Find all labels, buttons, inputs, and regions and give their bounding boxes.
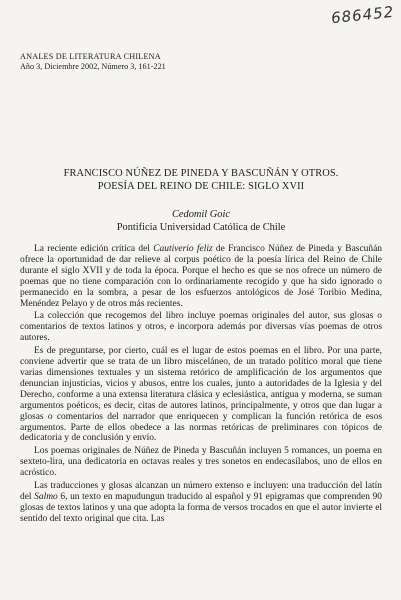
author-block	[20, 208, 382, 234]
paragraph-1-text-b: de Francisco Núñez de Pineda y Bascuñán ofrece la oportunidad de dar relieve al corpus poético de la poesía lírica del Reino de Chile durante el siglo XVII y de toda la época. Porque el hecho es que se nos ofrece un número de poemas que no tiene comparación con lo ordinariamente recogido y que ha sido ignorado o permanecido en la sombra, a pesar de los esfuerzos antológicos de José Toribio Medina, Menéndez Pelayo y de otros más recientes.	[20, 244, 382, 309]
article-title	[20, 167, 382, 193]
paragraph-5	[20, 481, 382, 525]
article-body	[20, 244, 382, 525]
handwritten-annotation: 686452	[330, 2, 396, 28]
author-name: Cedomil Goic	[171, 209, 230, 220]
paragraph-3: Es de preguntarse, por cierto, cuál es el lugar de estos poemas en el libro. Por una parte, conviene advertir que se trata de un libro misceláneo, de un tratado político moral que tiene varias dimensiones textuales y un sistema retórico de amplificación de los argumentos que denuncian injusticias, vicios y abusos, entre los cuales, junto a autoridades de la Iglesia y del Derecho, conforme a una extensa literatura clásica y eclesiástica, antigua y moderna, se suman argumentos poéticos, es decir, citas de autores latinos, principalmente, y otros que dan lugar a glosas o comentarios del narrador que enriquecen y complican la función retórica de esos argumentos. Parte de ellos obedece a las normas retóricas de preliminares con tópicos de dedicatoria y de conclusión y envío.	[20, 346, 382, 444]
paragraph-4: Los poemas originales de Núñez de Pineda y Bascuñán incluyen 5 romances, un poema en sexteto-lira, una dedicatoria en octavas reales y tres sonetos en endecasílabos, uno de ellos en acróstico.	[20, 446, 382, 479]
paragraph-2: La colección que recogemos del libro incluye poemas originales del autor, sus glosas o comentarios de textos latinos y otros, e incorpora además por diversas vías poemas de otros autores.	[20, 311, 382, 344]
paragraph-5-text-b: 6, un texto en mapudungun traducido al español y 91 epigramas que comprenden 90 glosas de textos latinos y una que adopta la forma de versos trocados en que el autor invierte el sentido del texto original que cita. Las	[20, 491, 382, 524]
paragraph-5-italic-salmo: Salmo	[34, 491, 58, 502]
journal-name: ANALES DE LITERATURA CHILENA	[20, 52, 161, 61]
title-line-1: FRANCISCO NÚÑEZ DE PINEDA Y BASCUÑÁN Y OTROS.	[63, 168, 339, 179]
title-line-2: POESÍA DEL REINO DE CHILE: SIGLO XVII	[97, 181, 305, 192]
paragraph-1-text-a: La reciente edición crítica del	[34, 244, 154, 254]
paragraph-1	[20, 244, 382, 309]
paragraph-5-text-a: Las traducciones y glosas alcanzan un número extenso e incluyen: una traducción del latín del	[20, 481, 382, 502]
author-affiliation: Pontificia Universidad Católica de Chile	[116, 222, 286, 233]
paragraph-1-italic-title: Cautiverio feliz	[153, 244, 213, 254]
journal-issue: Año 3, Diciembre 2002, Número 3, 161-221	[20, 62, 166, 71]
journal-header	[20, 52, 380, 72]
